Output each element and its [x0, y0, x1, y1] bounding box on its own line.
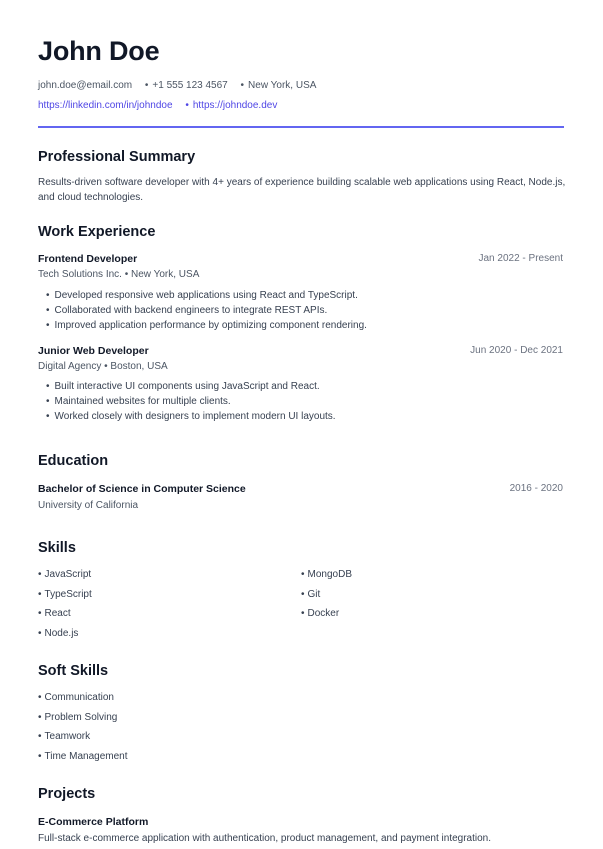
section-title-skills: Skills: [38, 540, 76, 556]
list-item: • MongoDB: [301, 565, 352, 585]
location-text: • New York, USA: [241, 79, 317, 93]
list-item: • Git: [301, 585, 352, 605]
phone-text: • +1 555 123 4567: [145, 79, 228, 93]
project-description: Full-stack e-commerce application with authentication, product management, and payment integration.: [38, 833, 492, 844]
project-name: E-Commerce Platform: [38, 816, 149, 828]
list-item: • React: [38, 604, 92, 624]
job-dates: Jan 2022 - Present: [478, 253, 563, 264]
job-company-line: Tech Solutions Inc. • New York, USA: [38, 269, 200, 280]
job-dates: Jun 2020 - Dec 2021: [470, 345, 563, 356]
skills-list-left: [38, 565, 92, 643]
job-bullets: [46, 379, 336, 424]
education-dates: 2016 - 2020: [509, 483, 563, 494]
job-role: Junior Web Developer: [38, 345, 149, 357]
list-item: • Developed responsive web applications using React and TypeScript.: [46, 288, 367, 303]
list-item: • Node.js: [38, 624, 92, 644]
list-item: • Improved application performance by optimizing component rendering.: [46, 318, 367, 333]
degree-title: Bachelor of Science in Computer Science: [38, 483, 246, 495]
list-item: • Worked closely with designers to implement modern UI layouts.: [46, 409, 336, 424]
job-company-line: Digital Agency • Boston, USA: [38, 361, 168, 372]
section-title-summary: Professional Summary: [38, 149, 196, 165]
school-name: University of California: [38, 500, 139, 511]
summary-text: Results-driven software developer with 4+ years of experience building scalable web applications using React, Node.js, and cloud technologies.: [38, 177, 566, 203]
soft-skills-list: [38, 688, 128, 766]
list-item: • TypeScript: [38, 585, 92, 605]
contact-row: [38, 79, 316, 93]
list-item: • Time Management: [38, 747, 128, 767]
job-bullets: [46, 288, 367, 333]
header-divider: [38, 126, 564, 128]
list-item: • Built interactive UI components using JavaScript and React.: [46, 379, 336, 394]
linkedin-link[interactable]: https://linkedin.com/in/johndoe: [38, 100, 173, 111]
section-title-projects: Projects: [38, 786, 96, 802]
email-text: john.doe@email.com: [38, 80, 133, 91]
section-title-experience: Work Experience: [38, 224, 156, 240]
job-role: Frontend Developer: [38, 253, 138, 265]
candidate-name: John Doe: [38, 36, 160, 66]
website-link[interactable]: • https://johndoe.dev: [185, 99, 277, 113]
links-row: [38, 99, 277, 113]
list-item: • Maintained websites for multiple clients.: [46, 394, 336, 409]
list-item: • Teamwork: [38, 727, 128, 747]
list-item: • JavaScript: [38, 565, 92, 585]
list-item: • Docker: [301, 604, 352, 624]
section-title-education: Education: [38, 453, 109, 469]
section-title-soft-skills: Soft Skills: [38, 663, 109, 679]
list-item: • Collaborated with backend engineers to integrate REST APIs.: [46, 303, 367, 318]
list-item: • Communication: [38, 688, 128, 708]
list-item: • Problem Solving: [38, 708, 128, 728]
skills-list-right: [301, 565, 352, 624]
